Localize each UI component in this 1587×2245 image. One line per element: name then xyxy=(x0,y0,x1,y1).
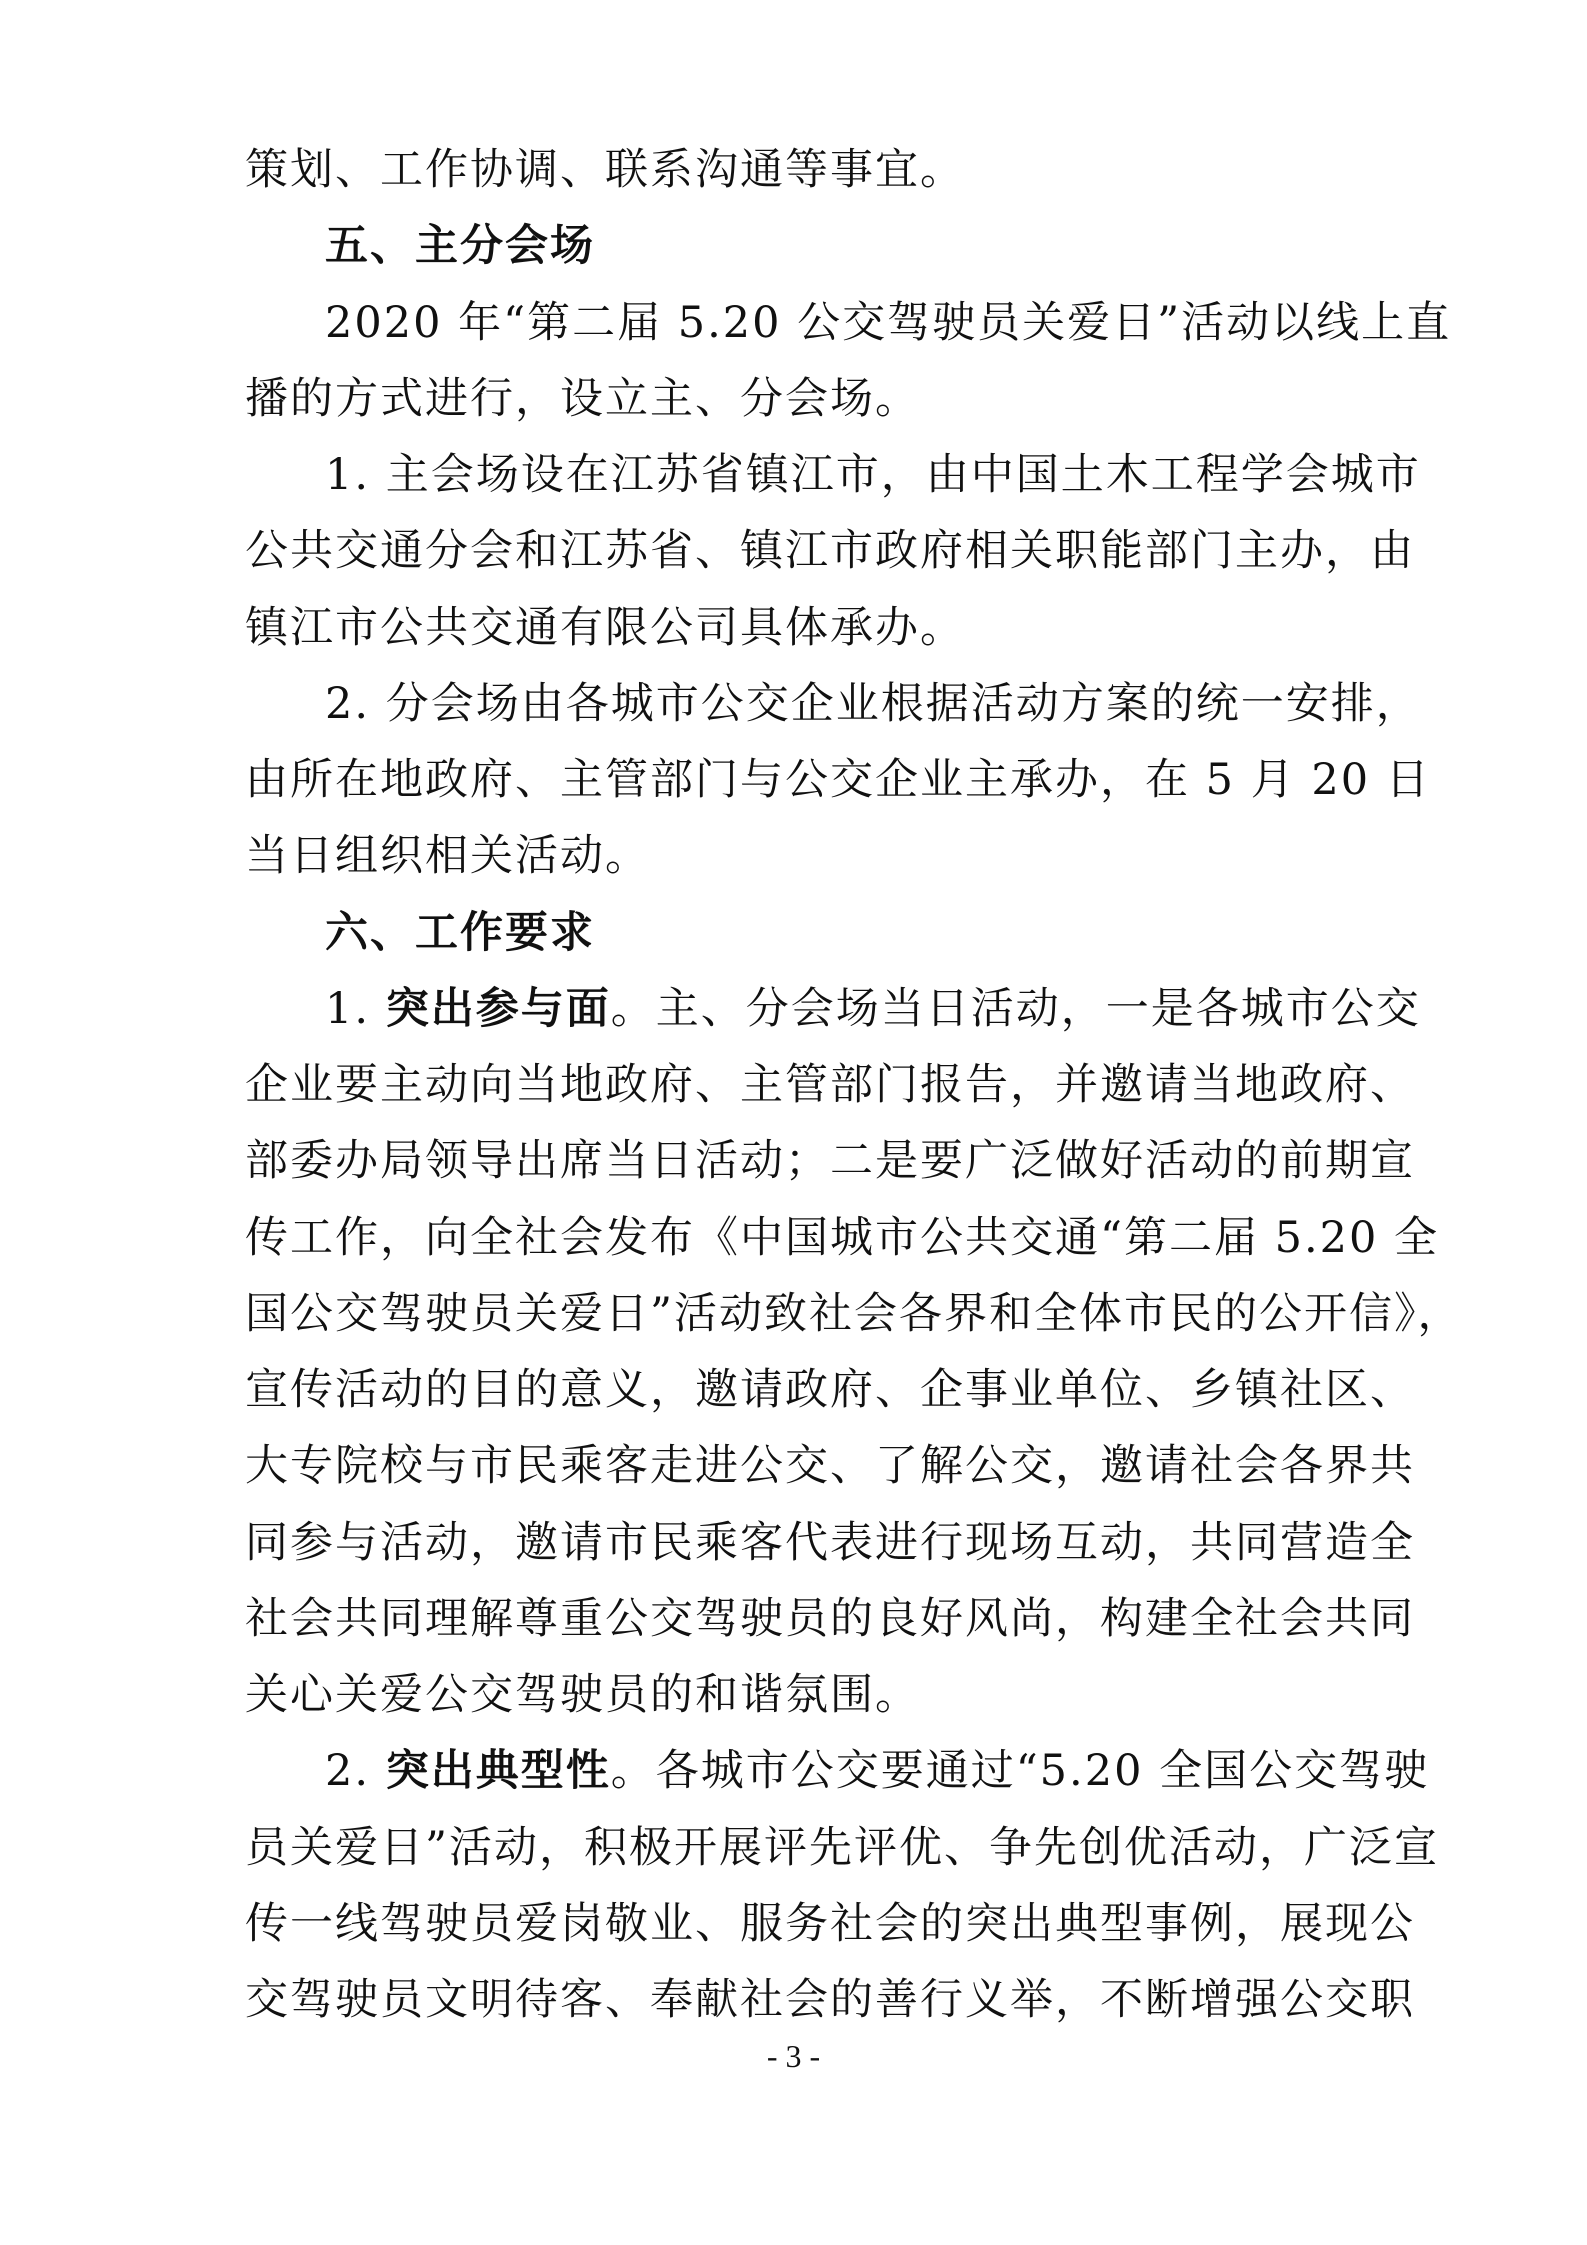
body-line: 同参与活动，邀请市民乘客代表进行现场互动，共同营造全 xyxy=(245,1518,1415,1568)
body-line: 部委办局领导出席当日活动；二是要广泛做好活动的前期宣 xyxy=(245,1136,1415,1186)
body-line: 传工作，向全社会发布《中国城市公共交通“第二届 5.20 全 xyxy=(245,1213,1440,1263)
emphasis-text: 突出典型性 xyxy=(385,1746,611,1796)
body-line: 镇江市公共交通有限公司具体承办。 xyxy=(245,603,965,653)
body-line: 策划、工作协调、联系沟通等事宜。 xyxy=(245,145,965,195)
paragraph-first-line: 1. 突出参与面。主、分会场当日活动，一是各城市公交 xyxy=(325,984,1421,1034)
body-line: 关心关爱公交驾驶员的和谐氛围。 xyxy=(245,1670,920,1720)
body-line: 员关爱日”活动，积极开展评先评优、争先创优活动，广泛宣 xyxy=(245,1823,1439,1873)
body-line: 宣传活动的目的意义，邀请政府、企事业单位、乡镇社区、 xyxy=(245,1365,1415,1415)
emphasis-text: 突出参与面 xyxy=(385,984,611,1034)
page-number: - 3 - xyxy=(766,2038,821,2074)
body-line: 播的方式进行，设立主、分会场。 xyxy=(245,374,920,424)
body-line: 由所在地政府、主管部门与公交企业主承办，在 5 月 20 日 xyxy=(245,755,1431,805)
body-line: 公共交通分会和江苏省、镇江市政府相关职能部门主办，由 xyxy=(245,526,1415,576)
body-line: 传一线驾驶员爱岗敬业、服务社会的突出典型事例，展现公 xyxy=(245,1899,1415,1949)
body-line: 交驾驶员文明待客、奉献社会的善行义举，不断增强公交职 xyxy=(245,1975,1415,2025)
body-line: 当日组织相关活动。 xyxy=(245,831,650,881)
body-line: 国公交驾驶员关爱日”活动致社会各界和全体市民的公开信》， xyxy=(245,1289,1463,1339)
body-line: 大专院校与市民乘客走进公交、了解公交，邀请社会各界共 xyxy=(245,1441,1415,1491)
paragraph-first-line: 1. 主会场设在江苏省镇江市，由中国土木工程学会城市 xyxy=(325,450,1421,500)
paragraph-first-line: 2. 分会场由各城市公交企业根据活动方案的统一安排， xyxy=(325,679,1421,729)
section-heading-6: 六、工作要求 xyxy=(325,908,595,958)
section-heading-5: 五、主分会场 xyxy=(325,221,595,271)
body-line: 企业要主动向当地政府、主管部门报告，并邀请当地政府、 xyxy=(245,1060,1415,1110)
paragraph-first-line: 2020 年“第二届 5.20 公交驾驶员关爱日”活动以线上直 xyxy=(325,298,1452,348)
paragraph-first-line: 2. 突出典型性。各城市公交要通过“5.20 全国公交驾驶 xyxy=(325,1746,1430,1796)
body-line: 社会共同理解尊重公交驾驶员的良好风尚，构建全社会共同 xyxy=(245,1594,1415,1644)
